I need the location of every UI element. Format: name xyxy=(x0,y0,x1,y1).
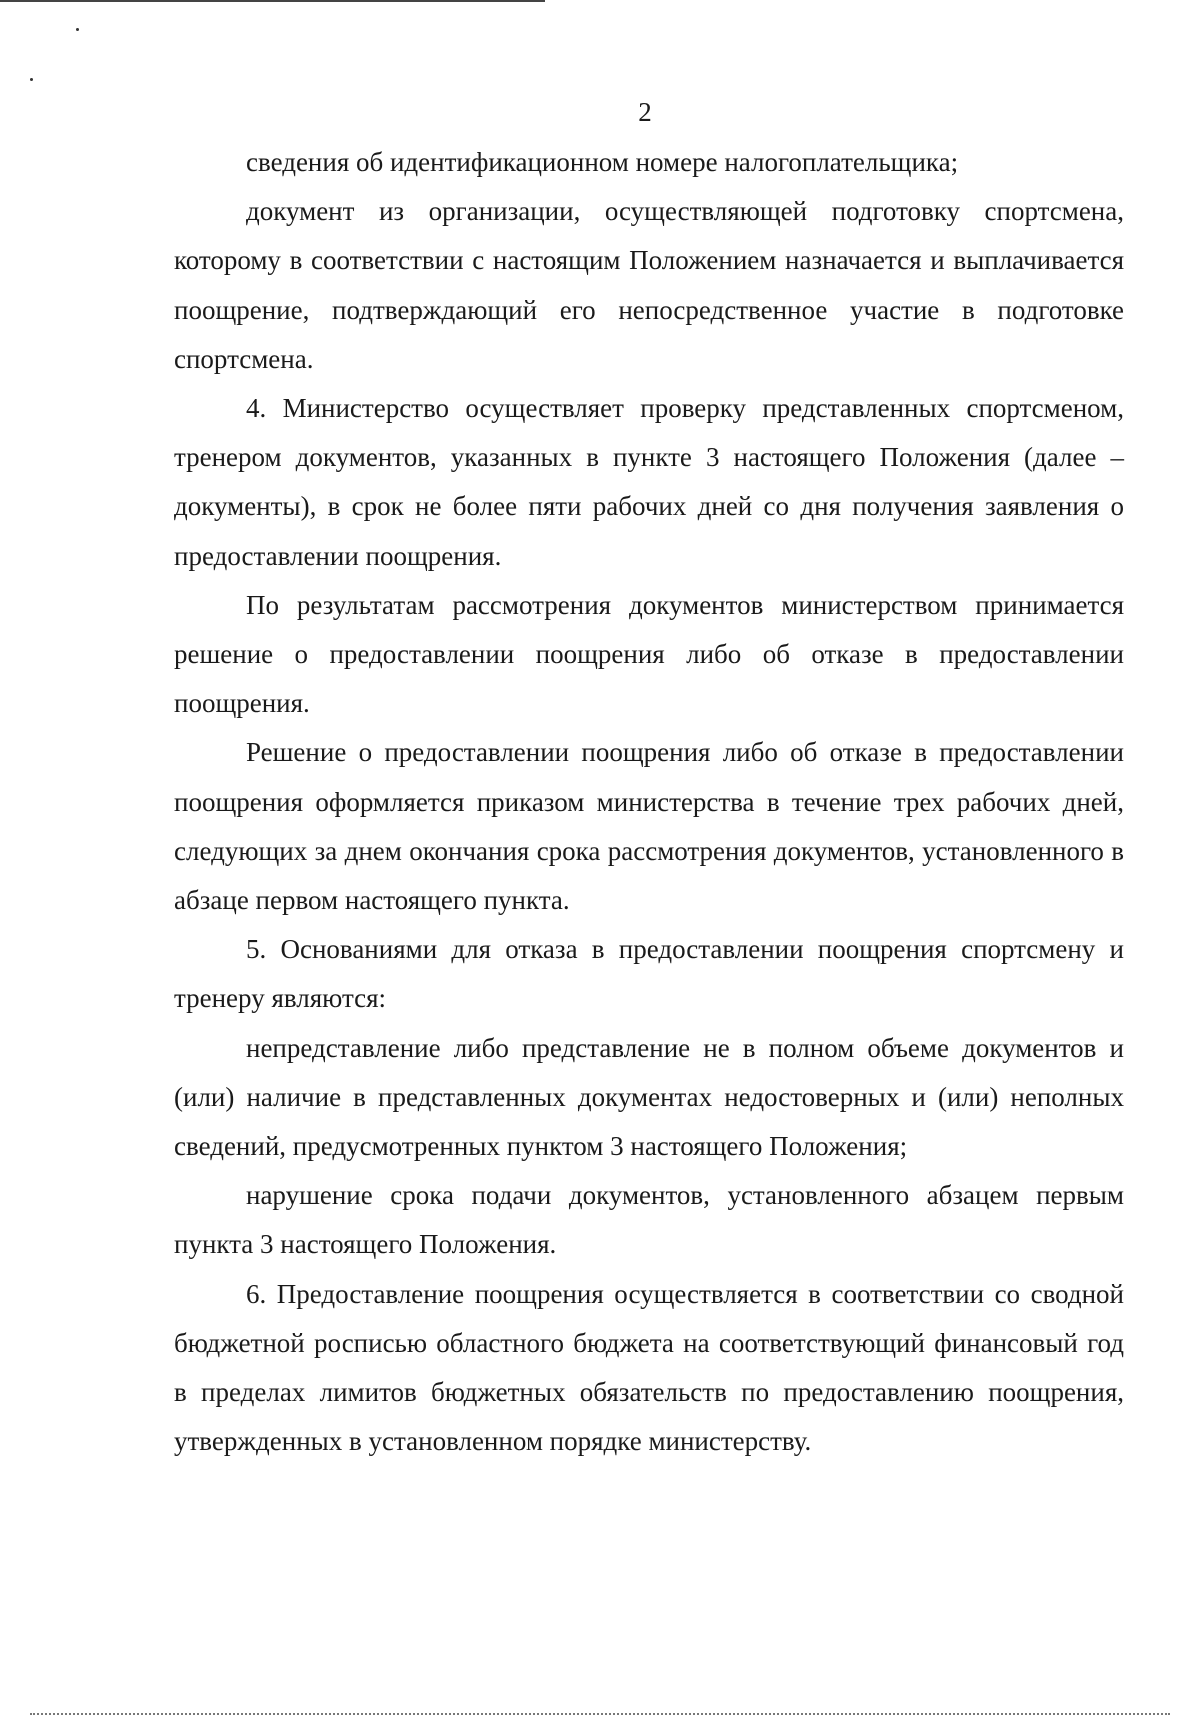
paragraph: документ из организации, осуществляющей подготовку спортсмена, которому в соответствии с настоящим Положением назначается и выплачивается поощрение, подтверждающий его непосредственное участие в подготовке спортсмена. xyxy=(174,196,1124,374)
paragraph: непредставление либо представление не в полном объеме документов и (или) наличие в представленных документах недостоверных и (или) неполных сведений, предусмотренных пунктом 3 настоящего Положения; xyxy=(174,1032,1124,1162)
paragraph: нарушение срока подачи документов, установленного абзацем первым пункта 3 настоящего Положения. xyxy=(174,1180,1124,1260)
paragraph: По результатам рассмотрения документов министерством принимается решение о предоставлении поощрения либо об отказе в предоставлении поощрения. xyxy=(174,589,1124,719)
scan-bottom-edge xyxy=(30,1713,1170,1716)
paragraph: 5. Основаниями для отказа в предоставлении поощрения спортсмену и тренеру являются: xyxy=(174,934,1124,1014)
paragraph: 4. Министерство осуществляет проверку представленных спортсменом, тренером документов, указанных в пункте 3 настоящего Положения (далее – документы), в срок не более пяти рабочих дней со дня получения заявления о предоставлении поощрения. xyxy=(174,393,1124,571)
paragraph: 6. Предоставление поощрения осуществляется в соответствии со сводной бюджетной росписью областного бюджета на соответствующий финансовый год в пределах лимитов бюджетных обязательств по предоставлению поощрения, утвержденных в установленном порядке министерству. xyxy=(174,1278,1124,1457)
scan-speck xyxy=(76,28,79,31)
document-body xyxy=(174,138,1124,1466)
paragraph: Решение о предоставлении поощрения либо об отказе в предоставлении поощрения оформляется приказом министерства в течение трех рабочих дней, следующих за днем окончания срока рассмотрения документов, установленного в абзаце первом настоящего пункта. xyxy=(174,737,1124,916)
page-number: 2 xyxy=(638,97,652,127)
paragraph: сведения об идентификационном номере налогоплательщика; xyxy=(246,147,959,177)
scan-top-edge xyxy=(0,0,545,2)
scan-speck xyxy=(30,78,33,81)
